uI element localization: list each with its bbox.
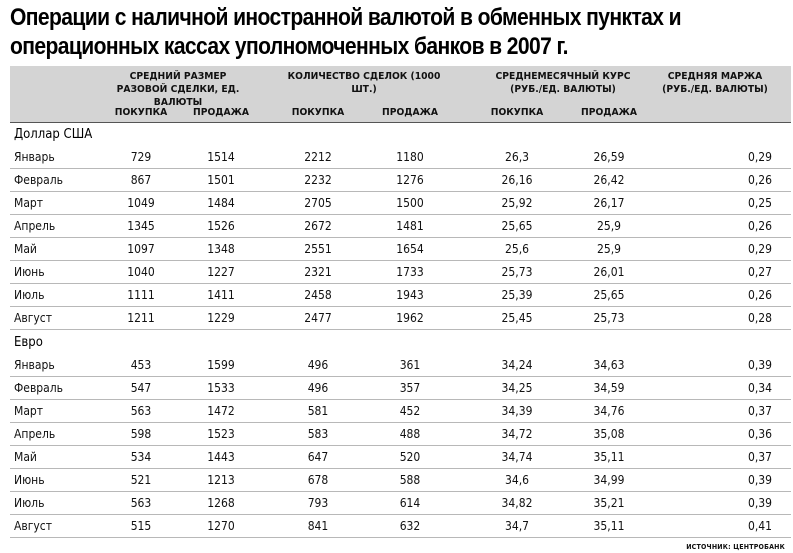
cell-value: 26,59 xyxy=(593,150,625,164)
group-header-line1: СРЕДНЯЯ МАРЖА xyxy=(667,71,763,82)
cell-value: 1211 xyxy=(127,311,155,325)
cell-value: 547 xyxy=(130,381,152,395)
cell-value: 25,65 xyxy=(501,219,533,233)
cell-value: 0,39 xyxy=(747,473,773,487)
cell-value: 1111 xyxy=(127,288,155,302)
cell-value: 25,92 xyxy=(501,196,533,210)
cell-value: 34,7 xyxy=(504,519,530,533)
cell-value: 563 xyxy=(130,496,152,510)
cell-value: 25,6 xyxy=(504,242,530,256)
cell-value: 729 xyxy=(130,150,152,164)
section-label: Доллар США xyxy=(14,127,93,142)
cell-value: 1213 xyxy=(207,473,235,487)
cell-value: 678 xyxy=(307,473,329,487)
cell-value: 0,29 xyxy=(747,150,773,164)
cell-value: 34,76 xyxy=(593,404,625,418)
group-header xyxy=(485,70,641,96)
cell-value: 2477 xyxy=(304,311,332,325)
cell-value: 0,26 xyxy=(747,173,773,187)
cell-value: 2321 xyxy=(304,265,332,279)
cell-value: 1484 xyxy=(207,196,235,210)
row-month: Апрель xyxy=(14,219,56,233)
sub-header: ПРОДАЖА xyxy=(193,107,249,118)
cell-value: 0,28 xyxy=(747,311,773,325)
cell-value: 0,26 xyxy=(747,288,773,302)
cell-value: 534 xyxy=(130,450,152,464)
cell-value: 0,39 xyxy=(747,496,773,510)
cell-value: 0,27 xyxy=(747,265,773,279)
table-row xyxy=(10,169,791,192)
cell-value: 1523 xyxy=(207,427,235,441)
cell-value: 581 xyxy=(307,404,329,418)
title-line-2: операционных кассах уполномоченных банков в 2007 г. xyxy=(10,33,568,60)
row-divider xyxy=(10,537,791,538)
group-header xyxy=(655,70,775,96)
cell-value: 521 xyxy=(130,473,152,487)
cell-value: 1411 xyxy=(207,288,235,302)
row-month: Июнь xyxy=(14,265,45,279)
sub-header: ПРОДАЖА xyxy=(382,107,438,118)
cell-value: 34,39 xyxy=(501,404,533,418)
cell-value: 0,26 xyxy=(747,219,773,233)
cell-value: 2705 xyxy=(304,196,332,210)
sub-header: ПОКУПКА xyxy=(291,107,345,118)
cell-value: 1514 xyxy=(207,150,235,164)
cell-value: 1733 xyxy=(396,265,424,279)
cell-value: 488 xyxy=(399,427,421,441)
cell-value: 35,08 xyxy=(593,427,625,441)
cell-value: 563 xyxy=(130,404,152,418)
row-month: Июнь xyxy=(14,473,45,487)
cell-value: 598 xyxy=(130,427,152,441)
cell-value: 34,99 xyxy=(593,473,625,487)
cell-value: 26,42 xyxy=(593,173,625,187)
row-month: Май xyxy=(14,242,37,256)
cell-value: 34,6 xyxy=(504,473,530,487)
table-row xyxy=(10,469,791,492)
table-row xyxy=(10,354,791,377)
table-row xyxy=(10,492,791,515)
cell-value: 34,63 xyxy=(593,358,625,372)
cell-value: 1526 xyxy=(207,219,235,233)
cell-value: 26,3 xyxy=(504,150,530,164)
cell-value: 1472 xyxy=(207,404,235,418)
cell-value: 2458 xyxy=(304,288,332,302)
cell-value: 26,01 xyxy=(593,265,625,279)
cell-value: 452 xyxy=(399,404,421,418)
cell-value: 0,34 xyxy=(747,381,773,395)
cell-value: 1097 xyxy=(127,242,155,256)
table-row xyxy=(10,238,791,261)
table-row xyxy=(10,192,791,215)
row-month: Апрель xyxy=(14,427,56,441)
cell-value: 34,72 xyxy=(501,427,533,441)
cell-value: 1962 xyxy=(396,311,424,325)
cell-value: 496 xyxy=(307,381,329,395)
cell-value: 453 xyxy=(130,358,152,372)
cell-value: 1180 xyxy=(396,150,424,164)
cell-value: 0,39 xyxy=(747,358,773,372)
cell-value: 26,17 xyxy=(593,196,625,210)
row-month: Август xyxy=(14,311,53,325)
table-row xyxy=(10,515,791,538)
row-month: Май xyxy=(14,450,37,464)
cell-value: 0,37 xyxy=(747,404,773,418)
table-row xyxy=(10,423,791,446)
cell-value: 1049 xyxy=(127,196,155,210)
row-month: Февраль xyxy=(14,381,64,395)
cell-value: 2672 xyxy=(304,219,332,233)
group-header xyxy=(274,70,454,96)
cell-value: 0,41 xyxy=(747,519,773,533)
cell-value: 1501 xyxy=(207,173,235,187)
cell-value: 0,36 xyxy=(747,427,773,441)
source-note: ИСТОЧНИК: ЦЕНТРОБАНК xyxy=(686,543,785,551)
group-header-line2: (РУБ./ЕД. ВАЛЮТЫ) xyxy=(662,84,768,95)
sub-header: ПОКУПКА xyxy=(490,107,544,118)
cell-value: 1229 xyxy=(207,311,235,325)
section-label: Евро xyxy=(14,335,43,350)
table-row xyxy=(10,215,791,238)
cell-value: 34,25 xyxy=(501,381,533,395)
cell-value: 34,59 xyxy=(593,381,625,395)
table-row xyxy=(10,377,791,400)
group-header-line2: РАЗОВОЙ СДЕЛКИ, ЕД. ВАЛЮТЫ xyxy=(116,84,240,108)
cell-value: 1533 xyxy=(207,381,235,395)
cell-value: 1654 xyxy=(396,242,424,256)
cell-value: 1270 xyxy=(207,519,235,533)
cell-value: 614 xyxy=(399,496,421,510)
cell-value: 515 xyxy=(130,519,152,533)
cell-value: 496 xyxy=(307,358,329,372)
cell-value: 1345 xyxy=(127,219,155,233)
cell-value: 583 xyxy=(307,427,329,441)
cell-value: 1348 xyxy=(207,242,235,256)
group-header-line2: (РУБ./ЕД. ВАЛЮТЫ) xyxy=(510,84,616,95)
cell-value: 632 xyxy=(399,519,421,533)
row-month: Август xyxy=(14,519,53,533)
cell-value: 35,21 xyxy=(593,496,625,510)
cell-value: 34,74 xyxy=(501,450,533,464)
cell-value: 1500 xyxy=(396,196,424,210)
title-line-1: Операции с наличной иностранной валютой в обменных пунктах и xyxy=(10,4,682,31)
cell-value: 1443 xyxy=(207,450,235,464)
cell-value: 1943 xyxy=(396,288,424,302)
row-month: Июль xyxy=(14,496,45,510)
cell-value: 2551 xyxy=(304,242,332,256)
table-row xyxy=(10,146,791,169)
group-header-line1: СРЕДНЕМЕСЯЧНЫЙ КУРС xyxy=(495,71,631,82)
sub-header: ПОКУПКА xyxy=(114,107,168,118)
table-row xyxy=(10,400,791,423)
sub-header: ПРОДАЖА xyxy=(581,107,637,118)
cell-value: 361 xyxy=(399,358,421,372)
cell-value: 2212 xyxy=(304,150,332,164)
table-row xyxy=(10,307,791,330)
cell-value: 2232 xyxy=(304,173,332,187)
cell-value: 26,16 xyxy=(501,173,533,187)
row-divider xyxy=(10,329,791,330)
cell-value: 1268 xyxy=(207,496,235,510)
cell-value: 1227 xyxy=(207,265,235,279)
cell-value: 520 xyxy=(399,450,421,464)
cell-value: 1599 xyxy=(207,358,235,372)
row-month: Февраль xyxy=(14,173,64,187)
header-divider xyxy=(10,122,791,123)
cell-value: 793 xyxy=(307,496,329,510)
cell-value: 1276 xyxy=(396,173,424,187)
cell-value: 25,45 xyxy=(501,311,533,325)
group-header xyxy=(103,70,254,109)
cell-value: 25,39 xyxy=(501,288,533,302)
chart-title xyxy=(10,3,681,61)
cell-value: 841 xyxy=(307,519,329,533)
table-row xyxy=(10,261,791,284)
cell-value: 0,25 xyxy=(747,196,773,210)
cell-value: 357 xyxy=(399,381,421,395)
cell-value: 25,73 xyxy=(593,311,625,325)
cell-value: 25,9 xyxy=(596,242,622,256)
cell-value: 867 xyxy=(130,173,152,187)
row-month: Июль xyxy=(14,288,45,302)
cell-value: 1481 xyxy=(396,219,424,233)
cell-value: 647 xyxy=(307,450,329,464)
cell-value: 1040 xyxy=(127,265,155,279)
cell-value: 35,11 xyxy=(593,519,625,533)
cell-value: 25,65 xyxy=(593,288,625,302)
cell-value: 34,82 xyxy=(501,496,533,510)
group-header-line1: СРЕДНИЙ РАЗМЕР xyxy=(129,71,227,82)
row-month: Январь xyxy=(14,358,55,372)
row-month: Март xyxy=(14,404,44,418)
cell-value: 25,73 xyxy=(501,265,533,279)
table-row xyxy=(10,446,791,469)
cell-value: 0,37 xyxy=(747,450,773,464)
group-header-line1: КОЛИЧЕСТВО СДЕЛОК (1000 ШТ.) xyxy=(287,71,441,95)
table-row xyxy=(10,284,791,307)
row-month: Март xyxy=(14,196,44,210)
cell-value: 0,29 xyxy=(747,242,773,256)
cell-value: 34,24 xyxy=(501,358,533,372)
row-month: Январь xyxy=(14,150,55,164)
cell-value: 35,11 xyxy=(593,450,625,464)
cell-value: 25,9 xyxy=(596,219,622,233)
cell-value: 588 xyxy=(399,473,421,487)
